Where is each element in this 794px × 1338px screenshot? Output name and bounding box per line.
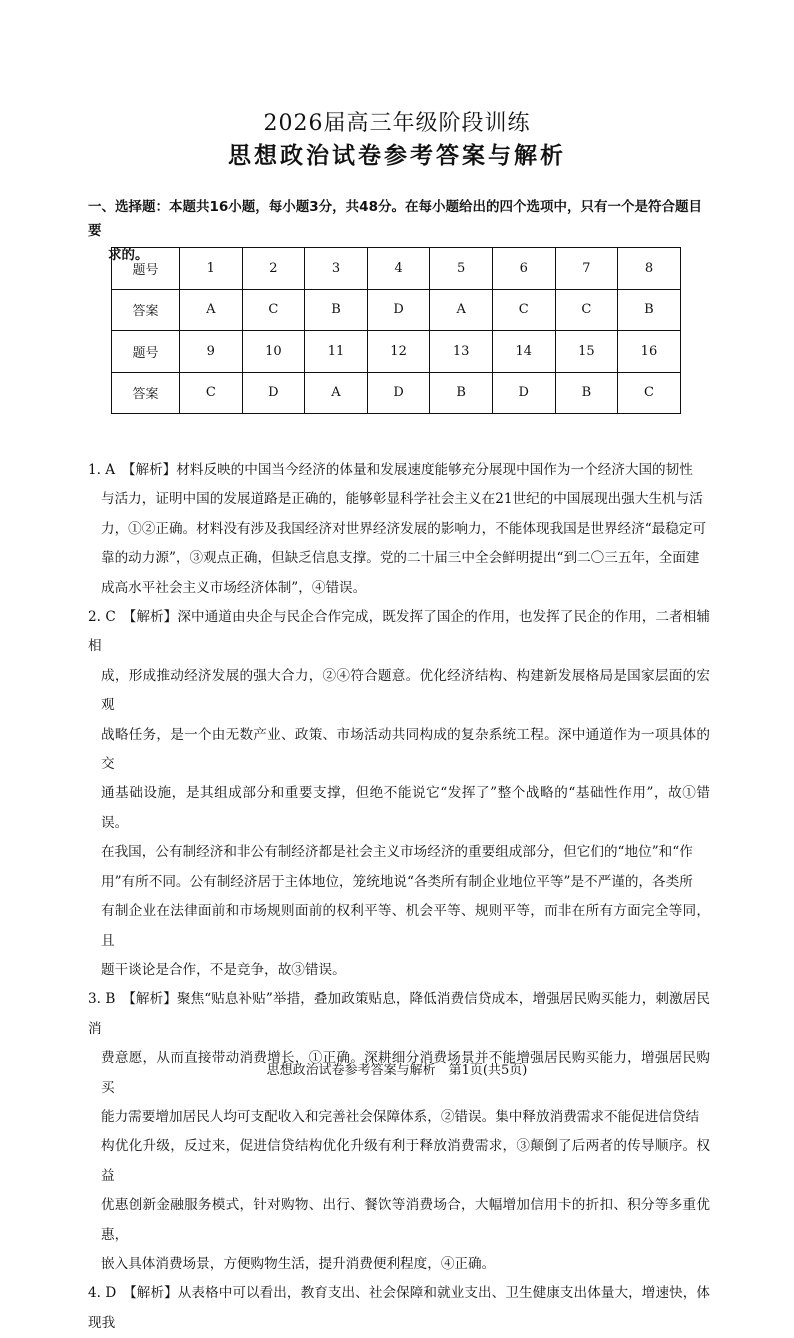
question-number-row (112, 248, 681, 290)
explanation-line: 题干谈论是合作，不是竞争，故③错误。 (101, 961, 346, 978)
question-number-cell: 7 (555, 248, 618, 290)
answer-row (112, 289, 681, 331)
row-label: 题号 (112, 248, 180, 290)
section-heading-line: 一、选择题：本题共16小题，每小题3分，共48分。在每小题给出的四个选项中，只有一个是符合题目要 (88, 199, 702, 239)
answer-cell: C (242, 289, 305, 331)
explanation-line: 在我国，公有制经济和非公有制经济都是社会主义市场经济的重要组成部分，但它们的“地位”和“作 (101, 844, 693, 861)
question-number-cell: 1 (180, 248, 243, 290)
answer-cell: C (618, 372, 681, 414)
question-number-cell: 2 (242, 248, 305, 290)
section-heading-line: 求的。 (108, 247, 149, 263)
explanation-item (88, 456, 710, 603)
explanation-lead-line: 4. D 【解析】从表格中可以看出，教育支出、社会保障和就业支出、卫生健康支出体量大，增速快，体现我 (88, 1285, 710, 1331)
question-number-cell: 3 (305, 248, 368, 290)
page-footer: 思想政治试卷参考答案与解析 第1页(共5页) (266, 1063, 528, 1078)
explanations (88, 456, 710, 1338)
answer-cell: B (430, 372, 493, 414)
answer-cell: B (555, 372, 618, 414)
explanation-line: 成高水平社会主义市场经济体制”，④错误。 (101, 579, 367, 596)
question-number-cell: 9 (180, 331, 243, 373)
row-label: 答案 (112, 372, 180, 414)
explanation-lead-line: 2. C 【解析】深中通道由央企与民企合作完成，既发挥了国企的作用，也发挥了民企的作用，二者相辅相 (88, 609, 710, 655)
question-number-cell: 10 (242, 331, 305, 373)
explanation-line: 能力需要增加居民人均可支配收入和完善社会保障体系，②错误。集中释放消费需求不能促进信贷结 (101, 1108, 700, 1125)
answer-cell: B (305, 289, 368, 331)
explanation-line: 与活力，证明中国的发展道路是正确的，能够彰显科学社会主义在21世纪的中国展现出强大生机与活 (101, 491, 703, 508)
answer-cell: A (430, 289, 493, 331)
explanation-line: 构优化升级，反过来，促进信贷结构优化升级有利于释放消费需求，③颠倒了后两者的传导顺序。权益 (101, 1138, 710, 1184)
question-number-cell: 16 (618, 331, 681, 373)
question-number-cell: 5 (430, 248, 493, 290)
question-number-cell: 8 (618, 248, 681, 290)
answer-cell: A (180, 289, 243, 331)
document-title: 思想政治试卷参考答案与解析 (228, 143, 566, 169)
answer-cell: D (492, 372, 555, 414)
question-number-row (112, 331, 681, 373)
explanation-line: 力，①②正确。材料没有涉及我国经济对世界经济发展的影响力，不能体现我国是世界经济“最稳定可 (101, 520, 707, 537)
explanation-item (88, 985, 710, 1279)
answer-cell: C (180, 372, 243, 414)
question-number-cell: 12 (367, 331, 430, 373)
explanation-line: 嵌入具体消费场景，方便购物生活，提升消费便利程度，④正确。 (101, 1255, 496, 1272)
answer-cell: D (367, 289, 430, 331)
answer-table (111, 247, 681, 414)
exam-title: 2026届高三年级阶段训练 (263, 111, 531, 136)
explanation-line: 靠的动力源”，③观点正确，但缺乏信息支撑。党的二十届三中全会鲜明提出“到二〇三五年，全面建 (101, 550, 700, 567)
answer-cell: C (492, 289, 555, 331)
explanation-item (88, 603, 710, 985)
explanation-line: 用”有所不同。公有制经济居于主体地位，笼统地说“各类所有制企业地位平等”是不严谨的，各类所 (101, 873, 693, 890)
explanation-line: 优惠创新金融服务模式，针对购物、出行、餐饮等消费场合，大幅增加信用卡的折扣、积分等多重优惠， (101, 1197, 710, 1243)
explanation-line: 费意愿，从而直接带动消费增长，①正确。深耕细分消费场景并不能增强居民购买能力，增强居民购买 (101, 1050, 710, 1096)
explanation-line: 战略任务，是一个由无数产业、政策、市场活动共同构成的复杂系统工程。深中通道作为一项具体的交 (101, 726, 710, 773)
explanation-line: 有制企业在法律面前和市场规则面前的权利平等、机会平等、规则平等，而非在所有方面完全等同，且 (101, 903, 710, 949)
answer-cell: A (305, 372, 368, 414)
explanation-lead-line: 3. B 【解析】聚焦“贴息补贴”举措，叠加政策贴息，降低消费信贷成本，增强居民购买能力，刺激居民消 (88, 991, 710, 1037)
question-number-cell: 13 (430, 331, 493, 373)
answer-cell: B (618, 289, 681, 331)
explanation-line: 通基础设施，是其组成部分和重要支撑，但绝不能说它“发挥了”整个战略的“基础性作用”，故①错误。 (101, 785, 710, 831)
explanation-lead-line: 1. A 【解析】材料反映的中国当今经济的体量和发展速度能够充分展现中国作为一个经济大国的韧性 (88, 462, 693, 478)
question-number-cell: 14 (492, 331, 555, 373)
question-number-cell: 15 (555, 331, 618, 373)
answer-cell: C (555, 289, 618, 331)
explanation-line: 成，形成推动经济发展的强大合力，②④符合题意。优化经济结构、构建新发展格局是国家层面的宏观 (101, 667, 710, 714)
question-number-cell: 6 (492, 248, 555, 290)
explanation-item (88, 1279, 710, 1338)
answer-cell: D (242, 372, 305, 414)
row-label: 答案 (112, 289, 180, 331)
answer-cell: D (367, 372, 430, 414)
question-number-cell: 4 (367, 248, 430, 290)
answer-row (112, 372, 681, 414)
row-label: 题号 (112, 331, 180, 373)
question-number-cell: 11 (305, 331, 368, 373)
